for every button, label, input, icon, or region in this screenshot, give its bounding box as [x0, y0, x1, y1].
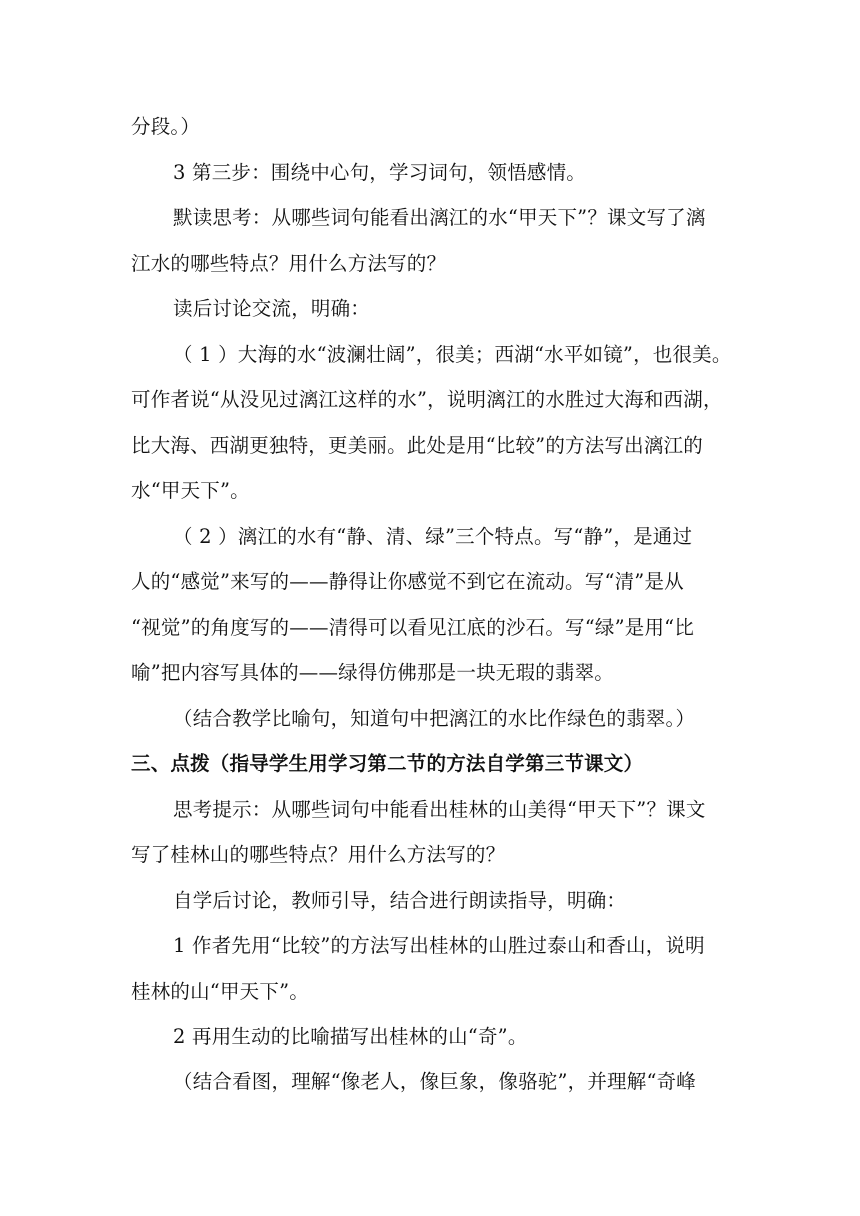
text-line: 可作者说“从没见过漓江这样的水”，说明漓江的水胜过大海和西湖， — [131, 388, 723, 411]
text-line: 自学后讨论，教师引导，结合进行朗读指导，明确： — [173, 889, 627, 912]
text-line: 默读思考：从哪些词句能看出漓江的水“甲天下”？课文写了漓 — [173, 206, 706, 229]
text-line: 读后讨论交流，明确： — [173, 297, 371, 320]
text-line: “视觉”的角度写的——清得可以看见江底的沙石。写“绿”是用“比 — [131, 616, 695, 639]
text-line: 江水的哪些特点？用什么方法写的？ — [131, 252, 447, 275]
text-line: 写了桂林山的哪些特点？用什么方法写的？ — [131, 843, 506, 866]
text-line: 桂林的山“甲天下”。 — [131, 980, 309, 1003]
text-line: 3 第三步：围绕中心句，学习词句，领悟感情。 — [173, 161, 587, 184]
text-line: （结合教学比喻句，知道句中把漓江的水比作绿色的翡翠。） — [173, 707, 696, 730]
text-line: 思考提示：从哪些词句中能看出桂林的山美得“甲天下”？课文 — [173, 798, 706, 821]
text-line: 比大海、西湖更独特，更美丽。此处是用“比较”的方法写出漓江的 — [131, 434, 703, 457]
text-line: 水“甲天下”。 — [131, 479, 250, 502]
text-line: 喻”把内容写具体的——绿得仿佛那是一块无瑕的翡翠。 — [131, 661, 614, 684]
text-line: （ 1 ）大海的水“波澜壮阔”，很美；西湖“水平如镜”，也很美。 — [173, 343, 732, 366]
text-line: 分段。） — [131, 115, 201, 138]
text-line: 1 作者先用“比较”的方法写出桂林的山胜过泰山和香山，说明 — [173, 934, 705, 957]
text-line: 2 再用生动的比喻描写出桂林的山“奇”。 — [173, 1025, 528, 1048]
text-line: 人的“感觉”来写的——静得让你感觉不到它在流动。写“清”是从 — [131, 570, 684, 593]
section-heading: 三、点拨（指导学生用学习第二节的方法自学第三节课文） — [131, 752, 644, 775]
text-line: （ 2 ）漓江的水有“静、清、绿”三个特点。写“静”，是通过 — [173, 525, 693, 548]
text-line: （结合看图，理解“像老人，像巨象，像骆驼”，并理解“奇峰 — [173, 1070, 697, 1093]
